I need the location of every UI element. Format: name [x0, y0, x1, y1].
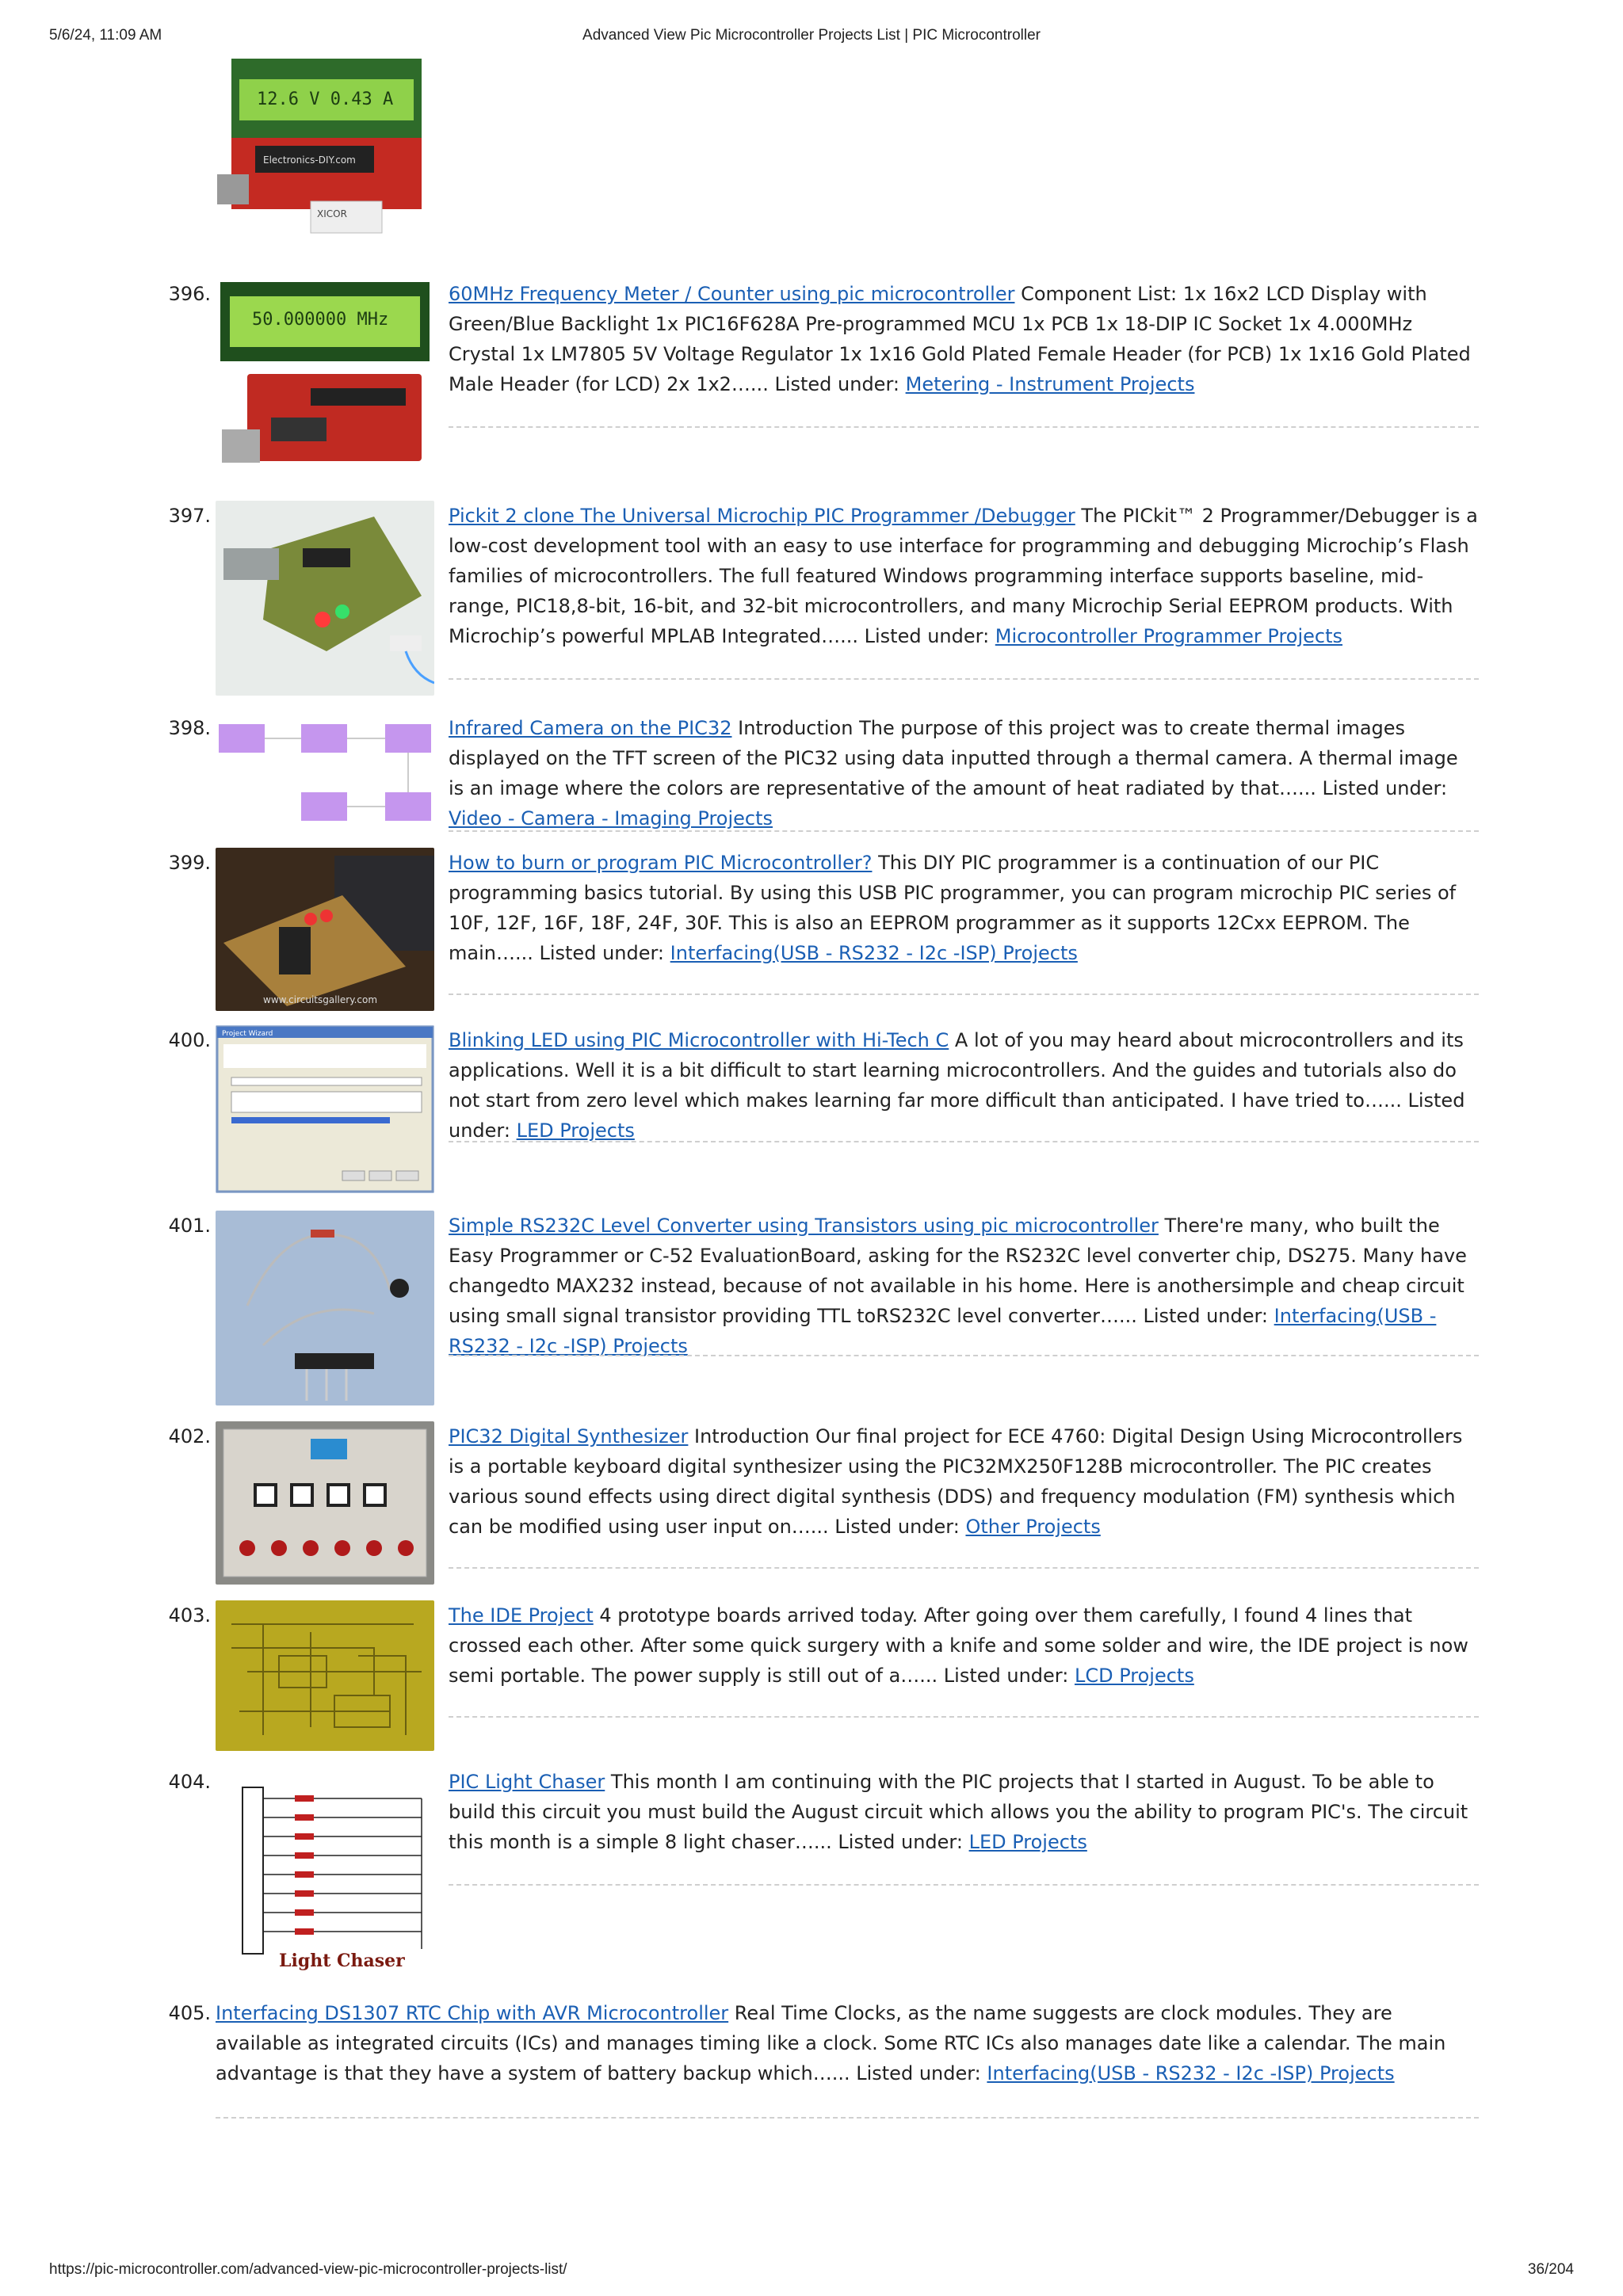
item-thumbnail[interactable] — [216, 279, 434, 483]
item-thumbnail[interactable] — [216, 1211, 434, 1405]
item-category-link[interactable]: Interfacing(USB - RS232 - I2c -ISP) Projects — [670, 942, 1078, 964]
item-thumbnail[interactable] — [216, 1421, 434, 1585]
item-divider — [449, 830, 1479, 832]
item-description: Introduction Our final project for ECE 4760: Digital Design Using Microcontrollers is a portable keyboard digital synthesizer using the PIC32MX250F128B microcontroller. The PIC creates various sound effects using direct digital synthesis (DDS) and frequency modulation (FM) synthesis which can be modified using user input on…... Listed under: — [449, 1425, 1463, 1538]
item-divider — [449, 426, 1479, 428]
item-divider — [449, 678, 1479, 680]
item-text — [449, 1767, 1479, 1857]
watermark-text: www.circuitsgallery.com — [263, 994, 378, 1005]
item-divider — [449, 1567, 1479, 1569]
item-divider — [449, 1141, 1479, 1142]
item-text — [216, 1998, 1479, 2088]
print-page-title: Advanced View Pic Microcontroller Projects List | PIC Microcontroller — [582, 27, 1041, 44]
item-text — [449, 1211, 1479, 1361]
item-title-link[interactable]: Infrared Camera on the PIC32 — [449, 717, 732, 739]
item-text — [449, 848, 1479, 968]
item-category-link[interactable]: Other Projects — [965, 1516, 1101, 1538]
item-divider — [216, 2117, 1479, 2119]
item-divider — [449, 994, 1479, 995]
item-text — [449, 1600, 1479, 1691]
item-description: Real Time Clocks, as the name suggests are clock modules. They are available as integrated circuits (ICs) and manages timing like a clock. Some RTC ICs also manages date like a calendar. The main advantage is that they have a system of battery backup which…... Listed under: — [216, 2002, 1446, 2084]
print-page-number: 36/204 — [1527, 2261, 1574, 2278]
item-divider — [449, 1355, 1479, 1356]
item-number: 401. — [168, 1215, 211, 1237]
item-thumbnail[interactable] — [216, 1767, 434, 1974]
item-thumbnail[interactable] — [216, 713, 434, 832]
item-number: 405. — [168, 2002, 211, 2024]
item-title-link[interactable]: How to burn or program PIC Microcontroller? — [449, 852, 873, 874]
item-text — [449, 279, 1479, 399]
schematic-caption: Light Chaser — [279, 1951, 405, 1971]
item-number: 403. — [168, 1604, 211, 1627]
item-text — [449, 1421, 1479, 1542]
item-number: 398. — [168, 717, 211, 739]
chip-label: XICOR — [317, 208, 347, 219]
item-category-link[interactable]: LED Projects — [516, 1119, 635, 1142]
item-description: A lot of you may heard about microcontrollers and its applications. Well it is a bit difficult to start learning microcontrollers. And the guides and tutorials also do not start from zero level which makes learning far more difficult than anticipated. I have tried to…... Listed under: — [449, 1029, 1465, 1142]
print-datetime: 5/6/24, 11:09 AM — [49, 27, 162, 44]
item-thumbnail[interactable] — [216, 1025, 434, 1193]
print-url: https://pic-microcontroller.com/advanced-view-pic-microcontroller-projects-list/ — [49, 2261, 567, 2278]
dialog-title: Project Wizard — [222, 1030, 273, 1038]
item-title-link[interactable]: Blinking LED using PIC Microcontroller with Hi-Tech C — [449, 1029, 949, 1051]
lcd-readout: 12.6 V 0.43 A — [257, 90, 394, 109]
item-thumbnail[interactable] — [216, 848, 434, 1011]
item-divider — [449, 1716, 1479, 1718]
item-number: 402. — [168, 1425, 211, 1447]
item-description: 4 prototype boards arrived today. After going over them carefully, I found 4 lines that crossed each other. After some quick surgery with a knife and some solder and wire, the IDE project is now semi portable. The power supply is still out of a…... Listed under: — [449, 1604, 1468, 1687]
item-divider — [449, 1884, 1479, 1886]
item-description: This DIY PIC programmer is a continuation of our PIC programming basics tutorial. By using this USB PIC programmer, you can program microchip PIC series of 10F, 12F, 16F, 18F, 24F, 30F. This is also an EEPROM programmer as it supports 12Cxx EEPROM. The main…... Listed under: — [449, 852, 1457, 964]
item-title-link[interactable]: PIC Light Chaser — [449, 1771, 605, 1793]
item-category-link[interactable]: Microcontroller Programmer Projects — [995, 625, 1343, 647]
lcd-readout: 50.000000 MHz — [252, 310, 389, 330]
item-title-link[interactable]: Simple RS232C Level Converter using Transistors using pic microcontroller — [449, 1215, 1159, 1237]
item-category-link[interactable]: Interfacing(USB - RS232 - I2c -ISP) Projects — [449, 1305, 1437, 1357]
item-title-link[interactable]: PIC32 Digital Synthesizer — [449, 1425, 689, 1447]
item-text — [449, 1025, 1479, 1146]
item-number: 396. — [168, 283, 211, 305]
item-thumbnail[interactable] — [216, 1600, 434, 1751]
item-description: This month I am continuing with the PIC projects that I started in August. To be able to build this circuit you must build the August circuit which allows you the ability to program PIC's. The circuit this month is a simple 8 light chaser…... Listed under: — [449, 1771, 1468, 1853]
item-category-link[interactable]: Metering - Instrument Projects — [905, 373, 1195, 395]
item-description: Component List: 1x 16x2 LCD Display with Green/Blue Backlight 1x PIC16F628A Pre-programmed MCU 1x PCB 1x 18-DIP IC Socket 1x 4.000MHz Crystal 1x LM7805 5V Voltage Regulator 1x 1x16 Gold Plated Female Header (for PCB) 1x 1x16 Gold Plated Male Header (for LCD) 2x 1x2…... Listed under: — [449, 283, 1471, 395]
item-description: There're many, who built the Easy Programmer or C-52 EvaluationBoard, asking for the RS232C level converter chip, DS275. Many have changedto MAX232 instead, because of not available in his home. Here is anothersimple and cheap circuit using small signal transistor providing TTL toRS232C level converter…... Listed under: — [449, 1215, 1467, 1327]
item-number: 399. — [168, 852, 211, 874]
item-category-link[interactable]: Video - Camera - Imaging Projects — [449, 807, 773, 830]
item-category-link[interactable]: LED Projects — [968, 1831, 1087, 1853]
item-title-link[interactable]: Interfacing DS1307 RTC Chip with AVR Microcontroller — [216, 2002, 729, 2024]
print-footer — [49, 2261, 1574, 2279]
item-description: Introduction The purpose of this project was to create thermal images displayed on the TFT screen of the PIC32 using data inputted through a thermal camera. A thermal image is an image where the colors are representative of the amount of heat radiated by that…... Listed under: — [449, 717, 1458, 799]
item-title-link[interactable]: Pickit 2 clone The Universal Microchip PIC Programmer /Debugger — [449, 505, 1075, 527]
item-category-link[interactable]: Interfacing(USB - RS232 - I2c -ISP) Projects — [987, 2062, 1395, 2084]
item-thumbnail[interactable] — [216, 501, 434, 696]
item-number: 404. — [168, 1771, 211, 1793]
item-number: 400. — [168, 1029, 211, 1051]
previous-item-thumbnail — [216, 55, 434, 236]
item-text — [449, 713, 1479, 833]
board-silkscreen: Electronics-DIY.com — [263, 154, 356, 166]
item-title-link[interactable]: 60MHz Frequency Meter / Counter using pic microcontroller — [449, 283, 1015, 305]
item-number: 397. — [168, 505, 211, 527]
item-title-link[interactable]: The IDE Project — [449, 1604, 594, 1627]
item-text — [449, 501, 1479, 651]
item-category-link[interactable]: LCD Projects — [1074, 1665, 1194, 1687]
item-description: The PICkit™ 2 Programmer/Debugger is a low-cost development tool with an easy to use interface for programming and debugging Microchip’s Flash families of microcontrollers. The full featured Windows programming interface supports baseline, mid-range, PIC18,8-bit, 16-bit, and 32-bit microcontrollers, and many Microchip Serial EEPROM products. With Microchip’s powerful MPLAB Integrated…... Listed under: — [449, 505, 1478, 647]
